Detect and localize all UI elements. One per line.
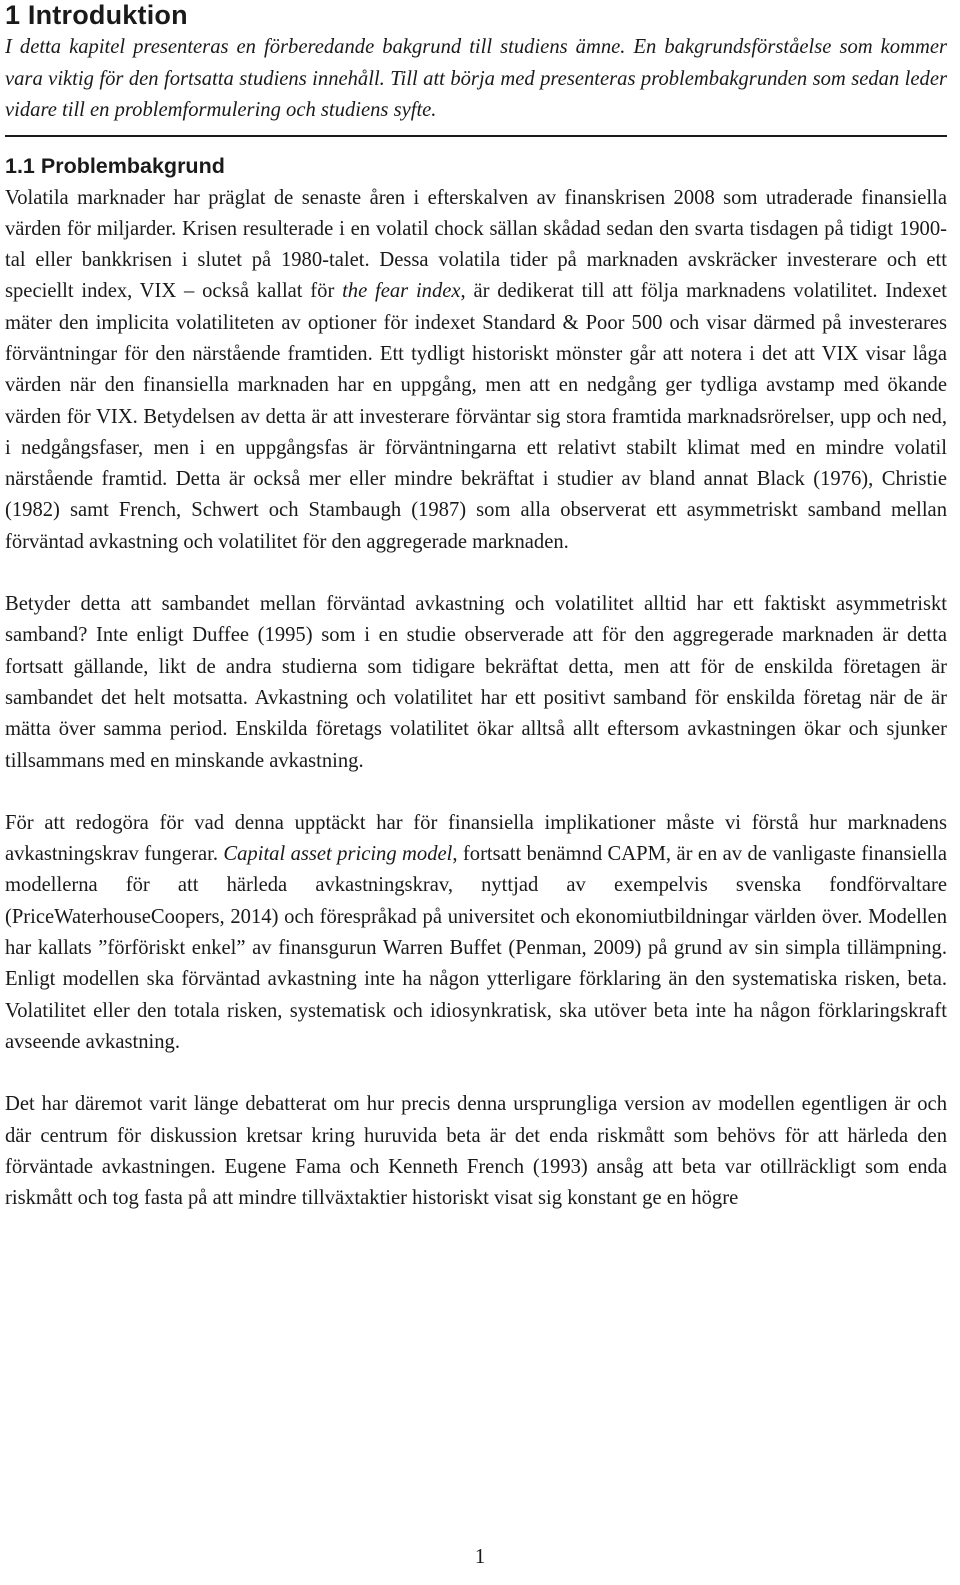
chapter-intro: I detta kapitel presenteras en förberedande bakgrund till studiens ämne. En bakgrundsförståelse som kommer vara viktig för den fortsatta studiens innehåll. Till att börja med presenteras problembakgrunden som sedan leder vidare till en problemformulering och studiens syfte. [5, 32, 947, 137]
paragraph-3-part-b: , fortsatt benämnd CAPM, är en av de vanligaste finansiella modellerna för att härleda avkastningskrav, nyttjad av exempelvis svenska fondförvaltare (PriceWaterhouseCoopers, 2014) och förespråkad på universitet och ekonomiutbildningar världen över. Modellen har kallats ”förföriskt enkel” av finansgurun Warren Buffet (Penman, 2009) på grund av sin simpla tillämpning. Enligt modellen ska förväntad avkastning inte ha någon ytterligare förklaring än den systematiska risken, beta. Volatilitet eller den totala risken, systematisk och idiosynkratisk, ska utöver beta inte ha någon förklaringskraft avseende avkastning. [5, 843, 947, 1053]
paragraph-1-part-b: , är dedikerat till att följa marknadens volatilitet. Indexet mäter den implicita volatiliteten av optioner för indexet Standard & Poor 500 och visar därmed på investerares förväntningar för den närstående framtiden. Ett tydligt historiskt mönster går att notera i det att VIX visar låga värden när den finansiella marknaden har en uppgång, men att en nedgång ger tydliga avstamp med ökande värden för VIX. Betydelsen av detta är att investerare förväntar sig stora framtida marknadsrörelser, upp och ned, i nedgångsfaser, men i en uppgångsfas är förväntningarna ett relativt stabilt klimat med en mindre volatil närstående framtid. Detta är också mer eller mindre bekräftat i studier av bland annat Black (1976), Christie (1982) samt French, Schwert och Stambaugh (1987) som alla observerat ett asymmetriskt samband mellan förväntad avkastning och volatilitet för den aggregerade marknaden. [5, 280, 947, 553]
paragraph-2: Betyder detta att sambandet mellan förväntad avkastning och volatilitet alltid har ett faktiskt asymmetriskt samband? Inte enligt Duffee (1995) som i en studie observerade att för den aggregerade marknaden är detta fortsatt gällande, likt de andra studierna som tidigare bekräftat detta, men att för de enskilda företagen är sambandet det helt motsatta. Avkastning och volatilitet har ett positivt samband för enskilda företag när de är mätta över samma period. Enskilda företags volatilitet ökar alltså allt eftersom avkastningen ökar och sjunker tillsammans med en minskande avkastning. [5, 593, 947, 772]
paragraph-1 [5, 183, 947, 559]
paragraph-4: Det har däremot varit länge debatterat om hur precis denna ursprungliga version av modellen egentligen är och där centrum för diskussion kretsar kring huruvida beta är det enda riskmått som behövs för att härleda den förväntade avkastningen. Eugene Fama och Kenneth French (1993) ansåg att beta var otillräckligt som enda riskmått och tog fasta på att mindre tillväxtaktier historiskt visat sig konstant ge en högre [5, 1093, 947, 1210]
document-page [5, 0, 947, 1214]
paragraph-3 [5, 808, 947, 1058]
paragraph-1-emphasis: the fear index [342, 280, 461, 303]
paragraph-1-part-a: Volatila marknader har präglat de senaste åren i efterskalven av finanskrisen 2008 som utraderade finansiella värden för miljarder. Krisen resulterade i en volatil chock sällan skådad sedan den svarta tisdagen på tidigt 1900-tal eller bankkrisen i slutet på 1980-talet. Dessa volatila tider på marknaden avskräcker investerare och ett speciellt index, VIX – också kallat för [5, 186, 947, 303]
section-title: 1.1 Problembakgrund [5, 153, 225, 178]
page-number: 1 [474, 1544, 486, 1568]
chapter-title: 1 Introduktion [5, 0, 188, 30]
paragraph-3-part-a: För att redogöra för vad denna upptäckt har för finansiella implikationer måste vi förstå hur marknadens avkastningskrav fungerar. [5, 811, 947, 866]
paragraph-3-emphasis: Capital asset pricing model [223, 843, 453, 866]
